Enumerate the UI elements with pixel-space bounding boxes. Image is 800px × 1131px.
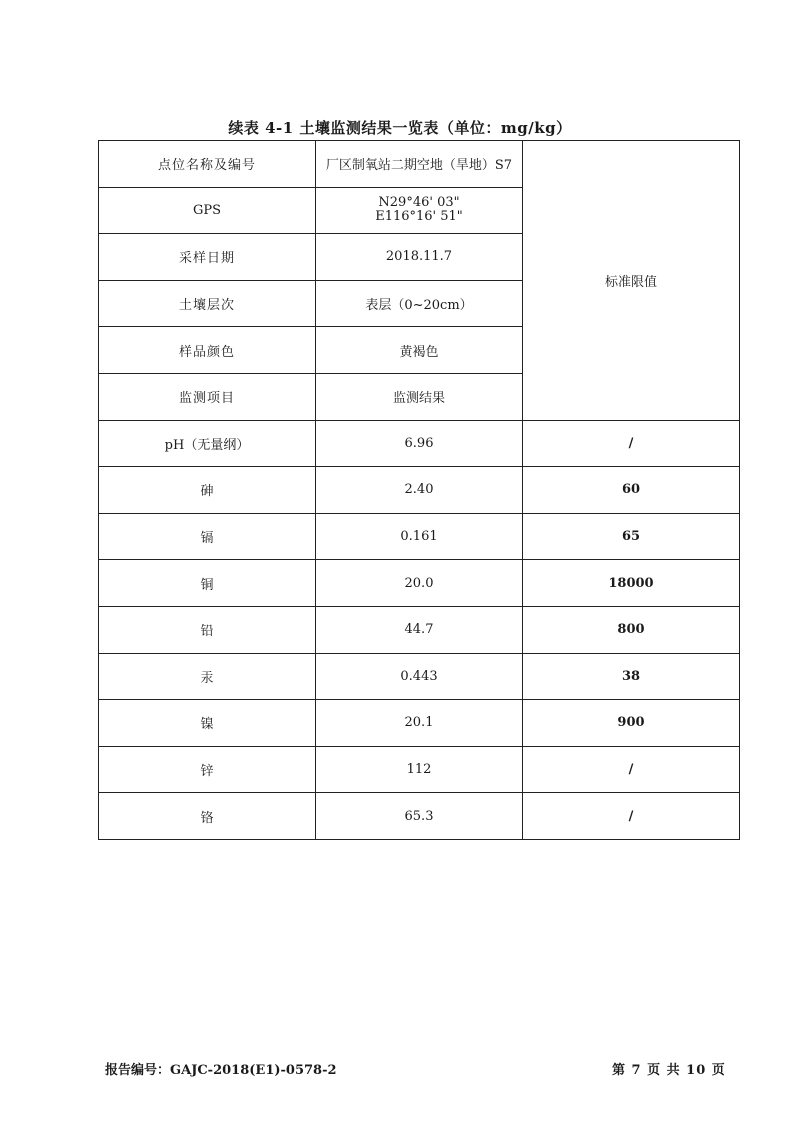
item-name: 铬 — [99, 793, 316, 840]
layer-value: 表层（0~20cm） — [316, 280, 523, 327]
item-result: 112 — [316, 746, 523, 793]
item-name: 汞 — [99, 653, 316, 700]
page-number: 第 7 页 共 10 页 — [612, 1063, 726, 1078]
item-limit: / — [523, 746, 740, 793]
item-limit: / — [523, 420, 740, 467]
result-label: 监测结果 — [316, 373, 523, 420]
item-limit: 800 — [523, 606, 740, 653]
date-value: 2018.11.7 — [316, 234, 523, 281]
item-name: 锌 — [99, 746, 316, 793]
item-result: 6.96 — [316, 420, 523, 467]
gps-label: GPS — [99, 187, 316, 234]
table-title: 续表 4-1 土壤监测结果一览表（单位：mg/kg） — [228, 119, 572, 137]
gps-east: E116°16' 51" — [375, 209, 463, 225]
table-row — [99, 420, 740, 467]
item-result: 0.443 — [316, 653, 523, 700]
item-label: 监测项目 — [99, 373, 316, 420]
item-name: pH（无量纲） — [99, 420, 316, 467]
header-row-point — [99, 141, 740, 188]
item-result: 44.7 — [316, 606, 523, 653]
item-limit: 65 — [523, 513, 740, 560]
gps-north: N29°46' 03" — [378, 195, 460, 211]
item-name: 镉 — [99, 513, 316, 560]
item-result: 20.0 — [316, 560, 523, 607]
table-row — [99, 606, 740, 653]
point-value: 厂区制氧站二期空地（旱地）S7 — [316, 141, 523, 188]
color-label: 样品颜色 — [99, 327, 316, 374]
gps-value — [316, 187, 523, 234]
item-result: 65.3 — [316, 793, 523, 840]
table-row — [99, 746, 740, 793]
item-name: 铜 — [99, 560, 316, 607]
item-limit: 900 — [523, 700, 740, 747]
item-result: 2.40 — [316, 467, 523, 514]
date-label: 采样日期 — [99, 234, 316, 281]
table-row — [99, 700, 740, 747]
soil-results-table — [98, 140, 740, 840]
table-row — [99, 793, 740, 840]
item-name: 铅 — [99, 606, 316, 653]
point-label: 点位名称及编号 — [99, 141, 316, 188]
table-row — [99, 513, 740, 560]
layer-label: 土壤层次 — [99, 280, 316, 327]
item-name: 砷 — [99, 467, 316, 514]
table-row — [99, 467, 740, 514]
item-limit: 18000 — [523, 560, 740, 607]
color-value: 黄褐色 — [316, 327, 523, 374]
item-result: 20.1 — [316, 700, 523, 747]
item-limit: 38 — [523, 653, 740, 700]
report-number: 报告编号：GAJC-2018(E1)-0578-2 — [105, 1063, 337, 1078]
table-row — [99, 653, 740, 700]
table-row — [99, 560, 740, 607]
item-limit: / — [523, 793, 740, 840]
item-name: 镍 — [99, 700, 316, 747]
item-limit: 60 — [523, 467, 740, 514]
item-result: 0.161 — [316, 513, 523, 560]
standard-limit-header: 标准限值 — [523, 141, 740, 421]
